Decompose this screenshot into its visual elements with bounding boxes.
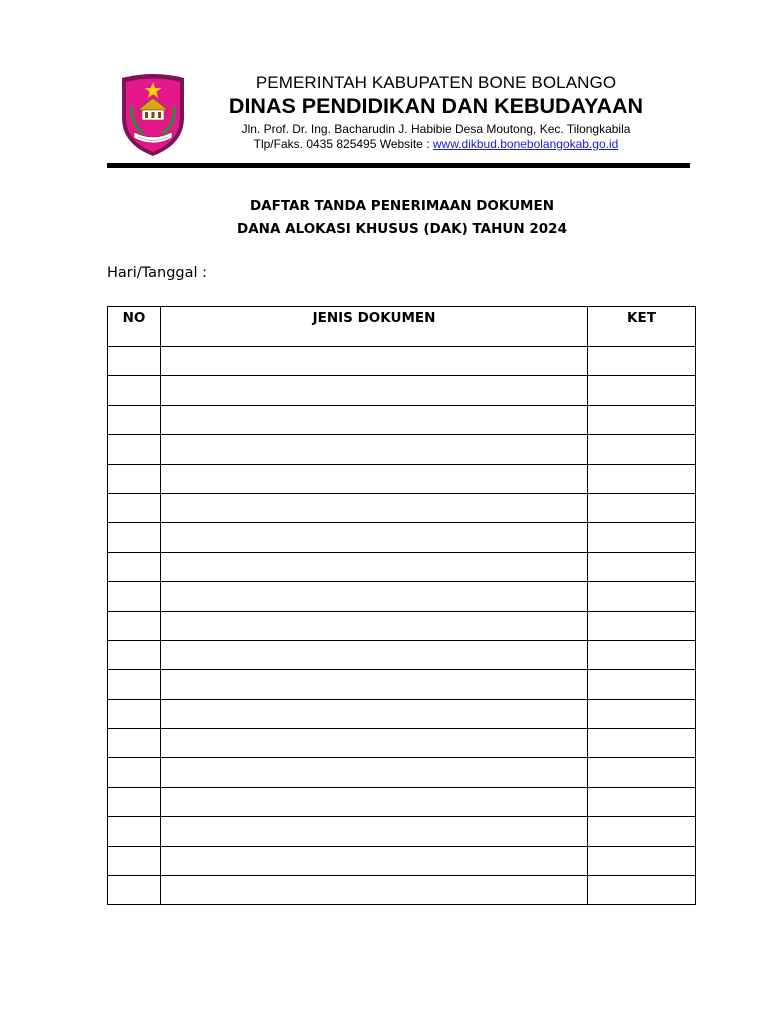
cell-no — [108, 699, 161, 728]
header-no: NO — [108, 307, 161, 347]
cell-jenis-dokumen — [161, 376, 588, 405]
cell-ket — [588, 729, 696, 758]
cell-no — [108, 347, 161, 376]
agency-name: DINAS PENDIDIKAN DAN KEBUDAYAAN — [228, 94, 644, 118]
table-row — [108, 464, 696, 493]
cell-ket — [588, 670, 696, 699]
cell-no — [108, 376, 161, 405]
government-name: PEMERINTAH KABUPATEN BONE BOLANGO — [255, 73, 617, 92]
table-row — [108, 787, 696, 816]
table-row — [108, 670, 696, 699]
cell-jenis-dokumen — [161, 699, 588, 728]
document-table — [107, 306, 696, 905]
cell-ket — [588, 552, 696, 581]
cell-jenis-dokumen — [161, 347, 588, 376]
document-title-line-1: DAFTAR TANDA PENERIMAAN DOKUMEN — [249, 198, 555, 214]
cell-jenis-dokumen — [161, 405, 588, 434]
cell-ket — [588, 846, 696, 875]
header-jenis-dokumen: JENIS DOKUMEN — [161, 307, 588, 347]
cell-no — [108, 582, 161, 611]
cell-no — [108, 876, 161, 905]
header-ket: KET — [588, 307, 696, 347]
cell-ket — [588, 347, 696, 376]
cell-jenis-dokumen — [161, 493, 588, 522]
table-row — [108, 376, 696, 405]
cell-jenis-dokumen — [161, 817, 588, 846]
cell-jenis-dokumen — [161, 523, 588, 552]
cell-no — [108, 552, 161, 581]
cell-no — [108, 787, 161, 816]
cell-no — [108, 523, 161, 552]
cell-jenis-dokumen — [161, 787, 588, 816]
table-row — [108, 817, 696, 846]
table-row — [108, 876, 696, 905]
cell-no — [108, 640, 161, 669]
cell-jenis-dokumen — [161, 552, 588, 581]
cell-jenis-dokumen — [161, 611, 588, 640]
cell-jenis-dokumen — [161, 464, 588, 493]
table-row — [108, 640, 696, 669]
cell-jenis-dokumen — [161, 846, 588, 875]
contact-phone: Tlp/Faks. 0435 825495 Website : — [253, 137, 433, 151]
agency-address: Jln. Prof. Dr. Ing. Bacharudin J. Habibie Desa Moutong, Kec. Tilongkabila — [241, 122, 631, 136]
cell-jenis-dokumen — [161, 876, 588, 905]
table-row — [108, 846, 696, 875]
document-title-line-2: DANA ALOKASI KHUSUS (DAK) TAHUN 2024 — [237, 221, 567, 237]
cell-ket — [588, 405, 696, 434]
table-row — [108, 523, 696, 552]
cell-ket — [588, 758, 696, 787]
cell-no — [108, 405, 161, 434]
website-link[interactable]: www.dikbud.bonebolangokab.go.id — [432, 137, 619, 151]
table-row — [108, 552, 696, 581]
date-label: Hari/Tanggal : — [107, 265, 208, 281]
cell-jenis-dokumen — [161, 758, 588, 787]
table-row — [108, 758, 696, 787]
cell-jenis-dokumen — [161, 640, 588, 669]
table-row — [108, 729, 696, 758]
table-header-row — [108, 307, 696, 347]
cell-ket — [588, 464, 696, 493]
cell-no — [108, 729, 161, 758]
cell-ket — [588, 582, 696, 611]
cell-no — [108, 846, 161, 875]
cell-no — [108, 817, 161, 846]
cell-jenis-dokumen — [161, 582, 588, 611]
table-row — [108, 435, 696, 464]
cell-jenis-dokumen — [161, 435, 588, 464]
cell-no — [108, 670, 161, 699]
cell-ket — [588, 640, 696, 669]
table-row — [108, 405, 696, 434]
cell-ket — [588, 699, 696, 728]
table-body — [108, 347, 696, 905]
cell-no — [108, 435, 161, 464]
bone-bolango-regency-emblem-icon — [118, 72, 188, 158]
table-row — [108, 493, 696, 522]
cell-ket — [588, 787, 696, 816]
cell-ket — [588, 493, 696, 522]
cell-no — [108, 464, 161, 493]
cell-no — [108, 611, 161, 640]
letterhead-divider — [107, 163, 690, 168]
cell-jenis-dokumen — [161, 670, 588, 699]
table-row — [108, 699, 696, 728]
cell-ket — [588, 523, 696, 552]
table-row — [108, 611, 696, 640]
cell-ket — [588, 817, 696, 846]
cell-ket — [588, 435, 696, 464]
cell-ket — [588, 376, 696, 405]
cell-ket — [588, 611, 696, 640]
cell-no — [108, 758, 161, 787]
table-row — [108, 582, 696, 611]
cell-no — [108, 493, 161, 522]
agency-contact — [200, 137, 672, 151]
cell-jenis-dokumen — [161, 729, 588, 758]
cell-ket — [588, 876, 696, 905]
table-row — [108, 347, 696, 376]
